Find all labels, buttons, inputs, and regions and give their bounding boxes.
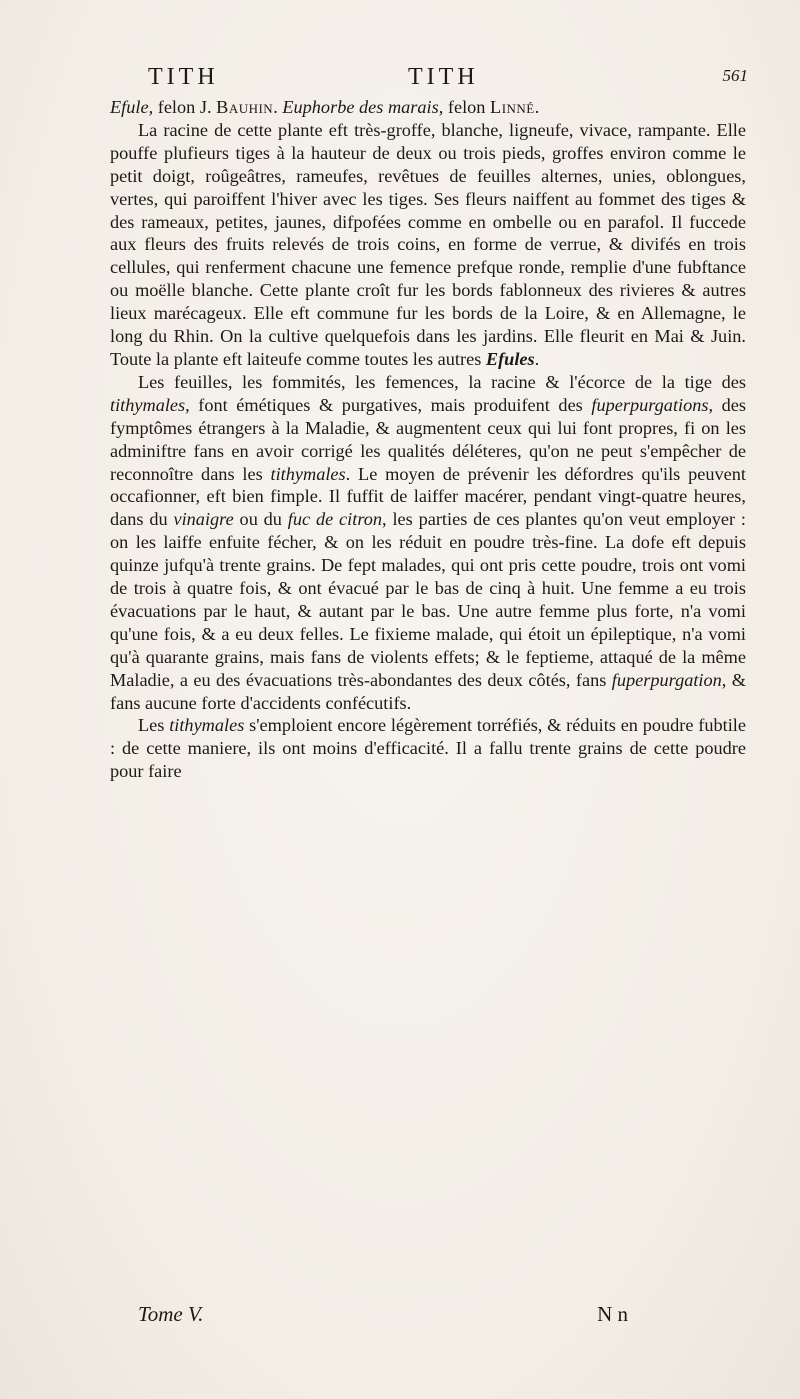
text-segment: Les feuilles, les fommités, les femences, la racine & l'écorce de la tige des (138, 371, 746, 392)
text-segment: tithymales (169, 715, 245, 736)
text-segment: . (534, 348, 540, 369)
text-segment: tithymales (270, 463, 346, 484)
signature-mark: N n (597, 1302, 628, 1326)
paragraph (110, 714, 746, 783)
running-header (120, 64, 760, 94)
text-segment: fuc de citron (287, 509, 383, 530)
text-segment: s'emploient encore légèrement torréfiés, & réduits en poudre fubtile : de cette maniere, ils ont moins d'efficacité. Il a fallu trente grains de cette poudre pour faire (110, 715, 746, 782)
paragraph (110, 96, 746, 119)
volume-label: Tome V. (138, 1302, 204, 1326)
text-segment: , des fymptômes étrangers à la Maladie, & augmentent ceux qui lui font propres, fi on les adminiftre fans en avoir corrigé les qualités déléteres, qu'on ne peut s'empêcher de reconnoître dans les (110, 394, 747, 484)
text-segment: . Le moyen de prévenir les défordres qu'ils peuvent occafionner, eft bien fimple. Il fuffit de laiffer macérer, pendant vingt-quatre heures, dans du (110, 463, 746, 530)
text-segment: La racine de cette plante eft très-groffe, blanche, ligneufe, vivace, rampante. Elle pouffe plufieurs tiges à la hauteur de deux ou trois pieds, groffes environ comme le petit doigt, roûgeâtres, rameufes, revêtues de feuilles alternes, unies, oblongues, vertes, qui paroiffent l'hiver avec les tiges. Ses fleurs naiffent au fommet des tiges & des rameaux, petites, jaunes, difpofées comme en ombelle ou en parafol. Il fuccede aux fleurs des fruits relevés de trois coins, en forme de verrue, & divifés en trois cellules, qui renferment chacune une femence prefque ronde, remplie d'une fubftance ou moëlle blanche. Cette plante croît fur les bords fablonneux des rivieres & autres lieux marécageux. Elle eft commune fur les bords de la Loire, & en Allemagne, le long du Rhin. On la cultive quelquefois dans les jardins. Elle fleurit en Mai & Juin. Toute la plante eft laiteufe comme toutes les autres (110, 119, 746, 369)
text-segment: Efules (485, 348, 535, 369)
paragraph (110, 371, 746, 715)
text-segment: fuperpurgation (611, 669, 722, 690)
text-segment: , & fans aucune forte d'accidents confécutifs. (110, 669, 746, 713)
paragraph (110, 119, 746, 371)
text-segment: ou du (233, 509, 288, 530)
body-text (110, 96, 746, 783)
header-center-title: TITH (408, 64, 479, 90)
text-segment: , les parties de ces plantes qu'on veut employer : on les laiffe enfuite fécher, & on les réduit en poudre très-fine. La dofe eft depuis quinze jufqu'à trente grains. De fept malades, qui ont pris cette poudre, trois ont vomi de trois à quatre fois, & ont évacué par le bas de cinq à huit. Une femme a eu trois évacuations par le haut, & autant par le bas. Une autre femme plus forte, n'a vomi qu'une fois, & a eu deux felles. Le fixieme malade, qui étoit un épileptique, n'a vomi qu'à quarante grains, mais fans de violents effets; & le feptieme, attaqué de la même Maladie, a eu des évacuations très-abondantes des deux côtés, fans (110, 509, 746, 690)
text-segment: , felon (438, 97, 491, 117)
text-segment: . (534, 97, 540, 117)
text-segment: Euphorbe des marais (282, 97, 439, 117)
text-segment: . (273, 97, 283, 117)
header-left-title: TITH (148, 64, 219, 90)
text-segment: tithymales (110, 394, 186, 415)
text-segment: fuperpurgations (591, 394, 709, 415)
page-footer (138, 1302, 698, 1330)
text-segment: Linné (490, 97, 535, 117)
text-segment: Les (138, 715, 170, 736)
page-number: 561 (722, 66, 748, 85)
text-segment: , felon J. (148, 97, 217, 117)
text-segment: Bauhin (216, 97, 274, 117)
text-segment: , font émétiques & purgatives, mais produifent des (185, 394, 592, 415)
text-segment: Efule (110, 97, 149, 117)
text-segment: vinaigre (173, 509, 234, 530)
